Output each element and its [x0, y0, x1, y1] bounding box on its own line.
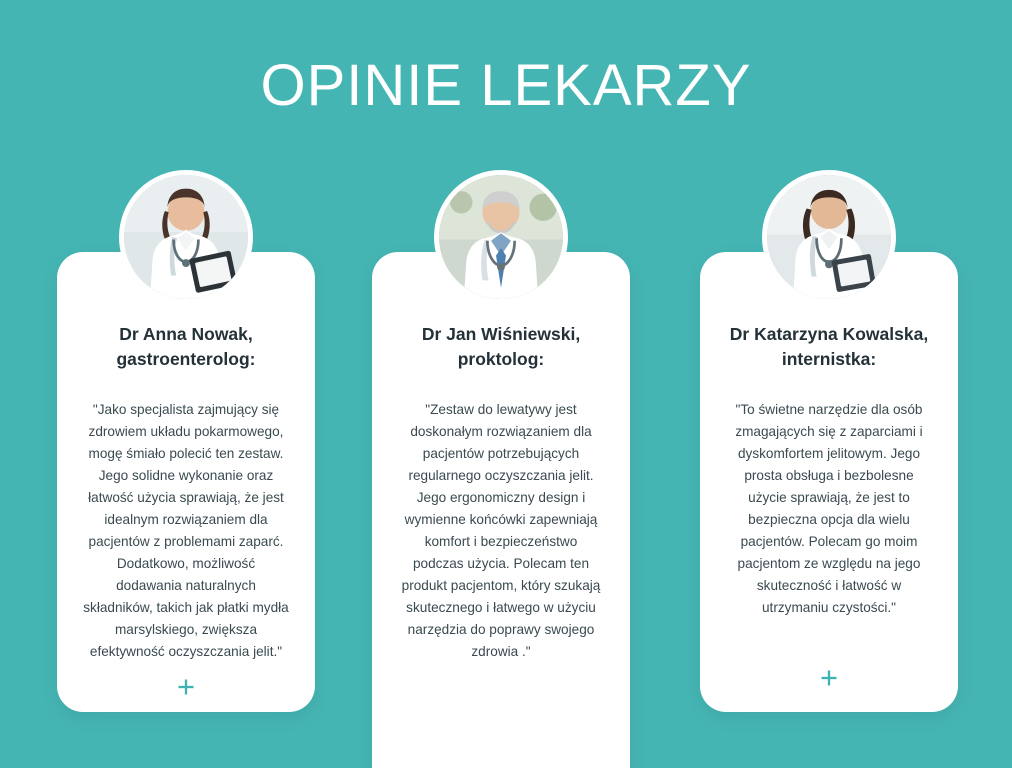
doctor-name: Dr Katarzyna Kowalska, internistka:: [729, 324, 929, 370]
doctor-quote: "To świetne narzędzie dla osób zmagających się z zaparciami i dyskomfortem jelitowym. Jego prosta obsługa i bezbolesne użycie sprawiają, że jest to bezpieczna opcja dla wielu pacjentów. Polecam go moim pacjentom ze względu na jego skuteczność i łatwość w utrzymaniu czystości.": [735, 401, 923, 615]
female-doctor-with-clipboard-photo: [119, 170, 253, 304]
female-doctor-with-stethoscope-photo: [762, 170, 896, 304]
doctor-name: Dr Anna Nowak, gastroenterolog:: [116, 324, 256, 370]
page-title: OPINIE LEKARZY: [260, 53, 752, 118]
plus-icon[interactable]: [176, 677, 196, 697]
senior-male-doctor-photo: [434, 170, 568, 304]
plus-icon[interactable]: [819, 668, 839, 688]
doctor-name: Dr Jan Wiśniewski, proktolog:: [421, 324, 581, 370]
doctor-quote: "Jako specjalista zajmujący się zdrowiem układu pokarmowego, mogę śmiało polecić ten zestaw. Jego solidne wykonanie oraz łatwość użycia sprawiają, że jest idealnym rozwiązaniem dla pacjentów z problemami zaparć. Dodatkowo, możliwość dodawania naturalnych składników, takich jak płatki mydła marsylskiego, zwiększa efektywność oczyszczania jelit.": [83, 401, 289, 659]
testimonial-card: [372, 252, 630, 768]
doctor-quote: "Zestaw do lewatywy jest doskonałym rozwiązaniem dla pacjentów potrzebujących regularnego oczyszczania jelit. Jego ergonomiczny design i wymienne końcówki zapewniają komfort i bezpieczeństwo podczas użycia. Polecam ten produkt pacjentom, który szukają skutecznego i łatwego w użyciu narzędzia do poprawy swojego zdrowia .": [401, 401, 601, 659]
testimonial-card: [700, 252, 958, 712]
testimonial-card: [57, 252, 315, 712]
testimonial-card-list: [0, 170, 1012, 690]
